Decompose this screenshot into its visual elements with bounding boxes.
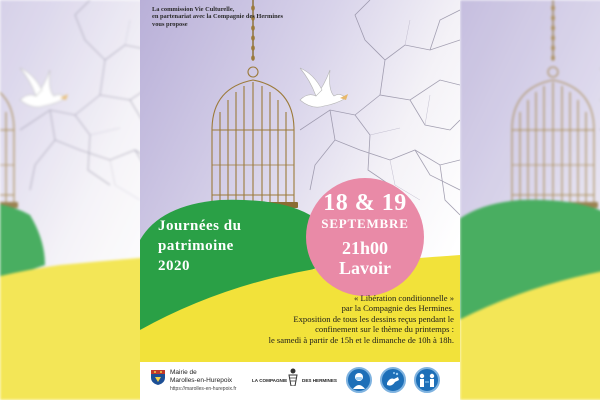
- poster: [140, 0, 460, 400]
- compagnie-label-a: LA COMPAGNIE: [252, 378, 288, 383]
- intro-line-1: La commission Vie Culturelle,: [152, 6, 235, 13]
- compagnie-label-b: DES HERMINES: [302, 378, 337, 383]
- left-blurred-poster: [0, 0, 160, 400]
- desc-line-2: par la Compagnie des Hermines.: [341, 303, 454, 314]
- mask-icon: [346, 367, 372, 393]
- desc-line-5: le samedi à partir de 15h et le dimanche de 10h à 18h.: [268, 334, 454, 345]
- intro-line-2: en partenariat avec la Compagnie des Hermines: [152, 13, 283, 21]
- title-line-1: Journées du: [158, 218, 242, 234]
- mairie-name: [170, 369, 250, 384]
- desc-line-3: Exposition de tous les dessins reçus pendant le: [293, 313, 454, 324]
- hand-wash-icon: [380, 367, 406, 393]
- event-place: Lavoir: [339, 258, 391, 278]
- desc-line-4: confinement sur le thème du printemps :: [315, 324, 454, 335]
- footer: [140, 362, 460, 400]
- date-badge: [306, 178, 424, 296]
- date-days: 18 & 19: [323, 190, 407, 216]
- compagnie-figure-icon: [286, 368, 300, 386]
- mairie-line-2: Marolles-en-Hurepoix: [170, 376, 233, 384]
- intro-text: [152, 6, 392, 28]
- intro-line-3: vous propose: [152, 20, 188, 28]
- mairie-line-1: Mairie de: [170, 369, 197, 376]
- right-blurred-poster: [460, 0, 600, 400]
- event-time: 21h00: [341, 238, 388, 258]
- date-month: SEPTEMBRE: [321, 216, 409, 231]
- title-line-3: 2020: [158, 258, 190, 274]
- mairie-url: https://marolles-en-hurepoix.fr: [170, 386, 237, 392]
- distance-icon: [414, 367, 440, 393]
- event-description: [150, 293, 454, 345]
- poster-title: [158, 216, 241, 276]
- crest-icon: [150, 369, 166, 385]
- title-line-2: patrimoine: [158, 238, 234, 254]
- desc-line-1: « Libération conditionnelle »: [354, 293, 454, 303]
